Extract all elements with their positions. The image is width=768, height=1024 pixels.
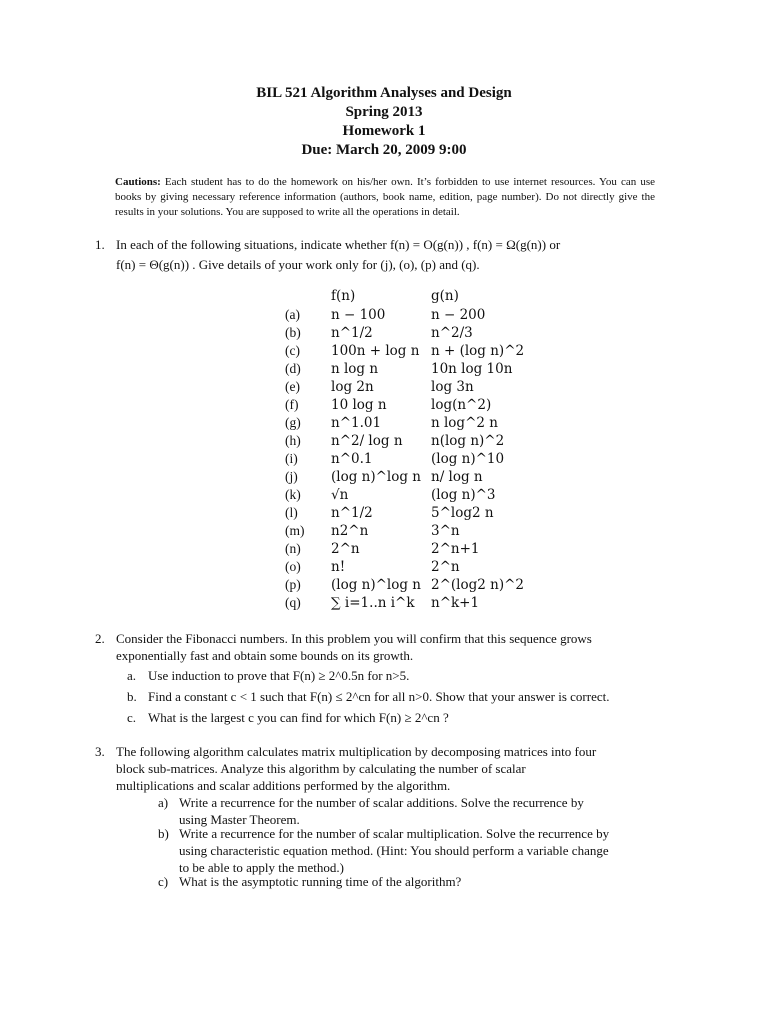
table-row [285,450,541,468]
table-row [285,504,541,522]
g-expression: n^2/3 [431,325,473,341]
f-expression: n log n [331,361,379,377]
g-expression: (log n)^3 [431,487,496,503]
f-expression: 100n + log n [331,343,420,359]
f-expression: 10 log n [331,397,387,413]
part-text: What is the largest c you can find for which F(n) ≥ 2^cn ? [148,710,449,725]
course-title: BIL 521 Algorithm Analyses and Design [256,85,512,101]
f-expression: n2^n [331,523,369,539]
row-label: (n) [285,541,301,556]
question-3-line-2: block sub-matrices. Analyze this algorithm by calculating the number of scalar [116,761,526,776]
question-1-line-1: In each of the following situations, indicate whether f(n) = O(g(n)) , f(n) = Ω(g(n)) or [116,237,561,252]
question-3-line-1: The following algorithm calculates matrix multiplication by decomposing matrices into four [116,744,597,759]
table-row [285,306,541,324]
part-line-1: Write a recurrence for the number of scalar multiplication. Solve the recurrence by [179,826,610,841]
row-label: (k) [285,487,301,502]
table-row [285,396,541,414]
g-expression: log(n^2) [431,397,492,413]
row-label: (j) [285,469,298,484]
row-label: (o) [285,559,301,574]
part-text: Find a constant c < 1 such that F(n) ≤ 2^cn for all n>0. Show that your answer is correct. [148,689,610,704]
f-expression: log 2n [331,379,374,395]
g-expression: log 3n [431,379,474,395]
g-expression: 10n log 10n [431,361,513,377]
g-expression: n(log n)^2 [431,433,505,449]
f-expression: ∑ i=1..n i^k [331,595,415,611]
f-expression: n^1/2 [331,505,373,521]
table-row [285,432,541,450]
document-header [0,84,768,160]
question-number: 3. [95,744,105,759]
row-label: (g) [285,415,301,430]
due-date: Due: March 20, 2009 9:00 [301,142,467,158]
f-expression: (log n)^log n [331,469,421,485]
f-expression: 2^n [331,541,360,557]
table-row [285,540,541,558]
assignment-title: Homework 1 [342,123,426,139]
g-expression: 2^(log2 n)^2 [431,577,524,593]
g-expression: n + (log n)^2 [431,343,525,359]
table-row [285,378,541,396]
row-label: (e) [285,379,300,394]
row-label: (c) [285,343,300,358]
part-text: Use induction to prove that F(n) ≥ 2^0.5n for n>5. [148,668,410,683]
table-header-row [285,286,541,306]
part-line-1: What is the asymptotic running time of the algorithm? [179,874,462,889]
term: Spring 2013 [345,104,423,120]
f-expression: n^2/ log n [331,433,403,449]
table-row [285,594,541,612]
row-label: (i) [285,451,298,466]
row-label: (q) [285,595,301,610]
row-label: (a) [285,307,300,322]
g-expression: 2^n [431,559,460,575]
table-row [285,342,541,360]
part-line-2: using Master Theorem. [179,812,300,827]
function-comparison-table [285,286,541,612]
question-number: 1. [95,237,105,252]
table-row [285,360,541,378]
g-expression: 2^n+1 [431,541,480,557]
question-number: 2. [95,631,105,646]
table-row [285,324,541,342]
part-label: a) [158,795,169,810]
g-expression: n^k+1 [431,595,480,611]
row-label: (l) [285,505,298,520]
cautions-text: Each student has to do the homework on his/her own. It’s forbidden to use internet resources. You can use books by giving necessary reference information (authors, book name, edition, page number). Do not directly give the results in your solutions. You are supposed to write all the operations in detail. [115,176,655,218]
g-expression: n/ log n [431,469,483,485]
part-label: b. [127,689,137,704]
table-row [285,486,541,504]
cautions-paragraph [115,175,655,220]
question-2-line-2: exponentially fast and obtain some bounds on its growth. [116,648,414,663]
f-expression: (log n)^log n [331,577,421,593]
f-expression: n^1/2 [331,325,373,341]
row-label: (b) [285,325,301,340]
g-expression: (log n)^10 [431,451,505,467]
part-line-1: Write a recurrence for the number of scalar additions. Solve the recurrence by [179,795,584,810]
row-label: (f) [285,397,299,412]
part-line-3: to be able to apply the method.) [179,860,344,875]
f-expression: n^0.1 [331,451,373,467]
table-row [285,558,541,576]
part-label: a. [127,668,137,683]
column-header-g: g(n) [431,288,459,304]
row-label: (h) [285,433,301,448]
table-row [285,468,541,486]
question-1-line-2: f(n) = Θ(g(n)) . Give details of your work only for (j), (o), (p) and (q). [116,257,480,272]
question-3-line-3: multiplications and scalar additions performed by the algorithm. [116,778,451,793]
part-label: c) [158,874,169,889]
f-expression: n! [331,559,346,575]
row-label: (d) [285,361,301,376]
row-label: (p) [285,577,301,592]
part-label: c. [127,710,137,725]
part-label: b) [158,826,169,841]
table-row [285,522,541,540]
row-label: (m) [285,523,305,538]
g-expression: 5^log2 n [431,505,494,521]
question-2-line-1: Consider the Fibonacci numbers. In this problem you will confirm that this sequence grows [116,631,592,646]
f-expression: n − 100 [331,307,386,323]
f-expression: √n [331,487,349,503]
part-line-2: using characteristic equation method. (Hint: You should perform a variable change [179,843,609,858]
f-expression: n^1.01 [331,415,382,431]
column-header-f: f(n) [331,288,356,304]
cautions-label: Cautions: [115,176,161,188]
table-row [285,576,541,594]
g-expression: 3^n [431,523,460,539]
table-row [285,414,541,432]
g-expression: n log^2 n [431,415,498,431]
g-expression: n − 200 [431,307,486,323]
